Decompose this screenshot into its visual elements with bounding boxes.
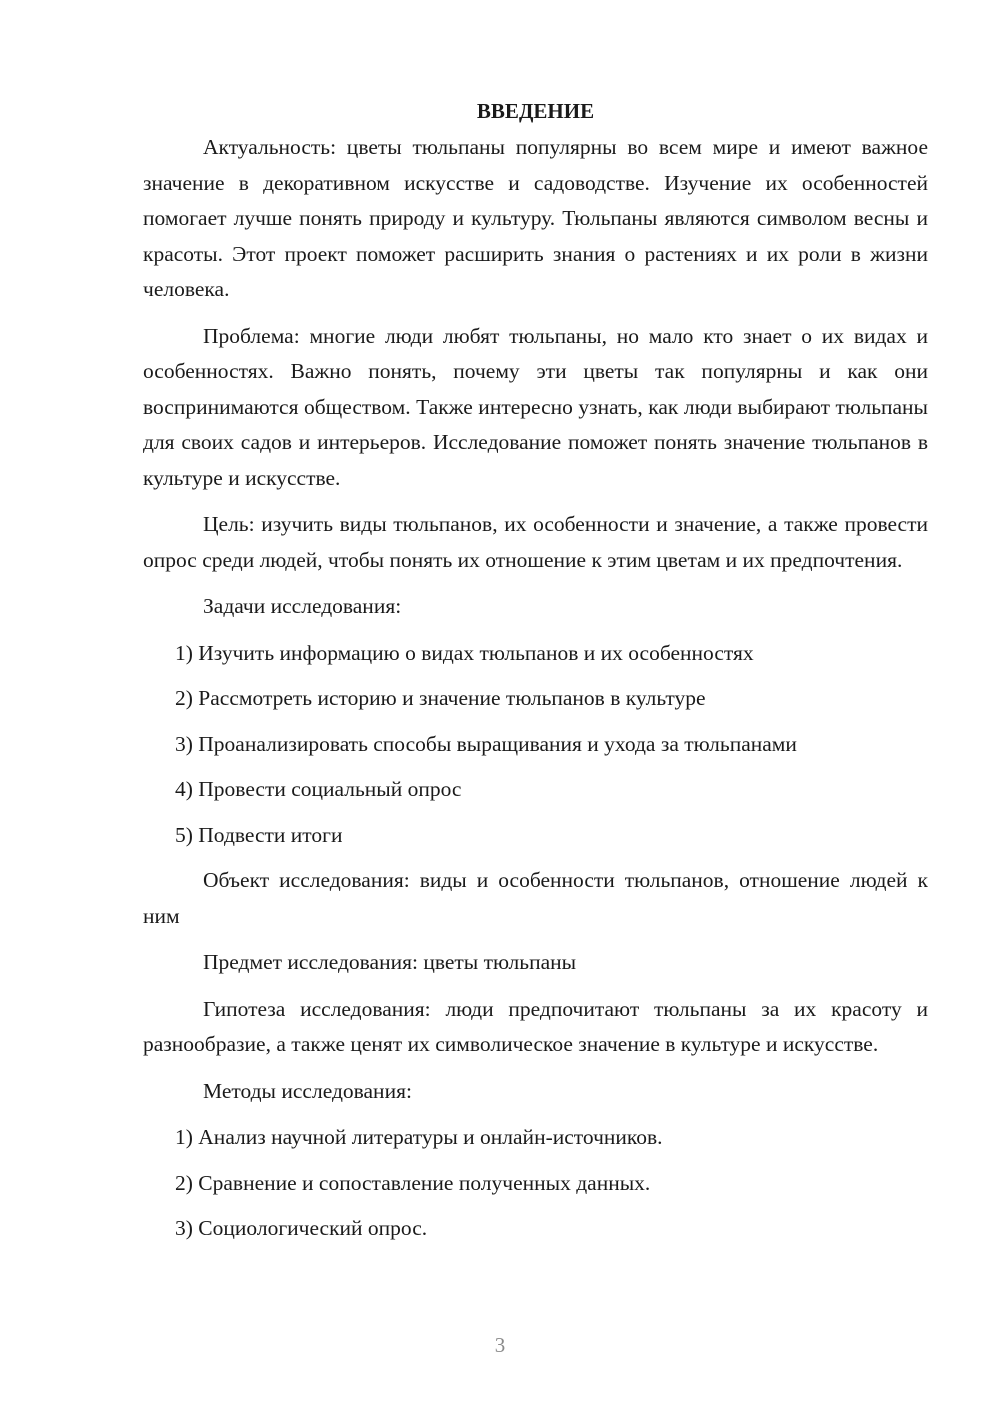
methods-list (143, 1120, 928, 1247)
tasks-heading: Задачи исследования: (203, 594, 402, 618)
goal-paragraph: Цель: изучить виды тюльпанов, их особенности и значение, а также провести опрос среди людей, чтобы понять их отношение к этим цветам и их предпочтения. (143, 512, 928, 572)
page-number: 3 (494, 1333, 506, 1357)
document-body (143, 96, 928, 1257)
list-item: 3) Социологический опрос. (175, 1216, 428, 1240)
list-item: 2) Сравнение и сопоставление полученных данных. (175, 1170, 651, 1195)
object-paragraph: Объект исследования: виды и особенности тюльпанов, отношение людей к ним (143, 868, 928, 928)
relevance-paragraph: Актуальность: цветы тюльпаны популярны во всем мире и имеют важное значение в декоративном искусстве и садоводстве. Изучение их особенностей помогает лучше понять природу и культуру. Тюльпаны являются символом весны и красоты. Этот проект поможет расширить знания о растениях и их роли в жизни человека. (143, 135, 928, 301)
methods-heading: Методы исследования: (203, 1078, 412, 1103)
tasks-list (143, 636, 928, 854)
subject-paragraph: Предмет исследования: цветы тюльпаны (203, 950, 577, 974)
hypothesis-paragraph: Гипотеза исследования: люди предпочитают тюльпаны за их красоту и разнообразие, а также ценят их символическое значение в культуре и искусстве. (143, 996, 928, 1056)
section-title: ВВЕДЕНИЕ (476, 99, 595, 123)
list-item: 5) Подвести итоги (175, 822, 343, 847)
list-item: 1) Изучить информацию о видах тюльпанов и их особенностях (175, 640, 754, 665)
list-item: 1) Анализ научной литературы и онлайн-источников. (175, 1125, 663, 1149)
problem-paragraph: Проблема: многие люди любят тюльпаны, но мало кто знает о их видах и особенностях. Важно понять, почему эти цветы так популярны и как они воспринимаются обществом. Также интересно узнать, как люди выбирают тюльпаны для своих садов и интерьеров. Исследование поможет понять значение тюльпанов в культуре и искусстве. (143, 323, 928, 490)
list-item: 4) Провести социальный опрос (175, 777, 462, 801)
list-item: 3) Проанализировать способы выращивания и ухода за тюльпанами (175, 731, 797, 756)
list-item: 2) Рассмотреть историю и значение тюльпанов в культуре (175, 686, 706, 710)
